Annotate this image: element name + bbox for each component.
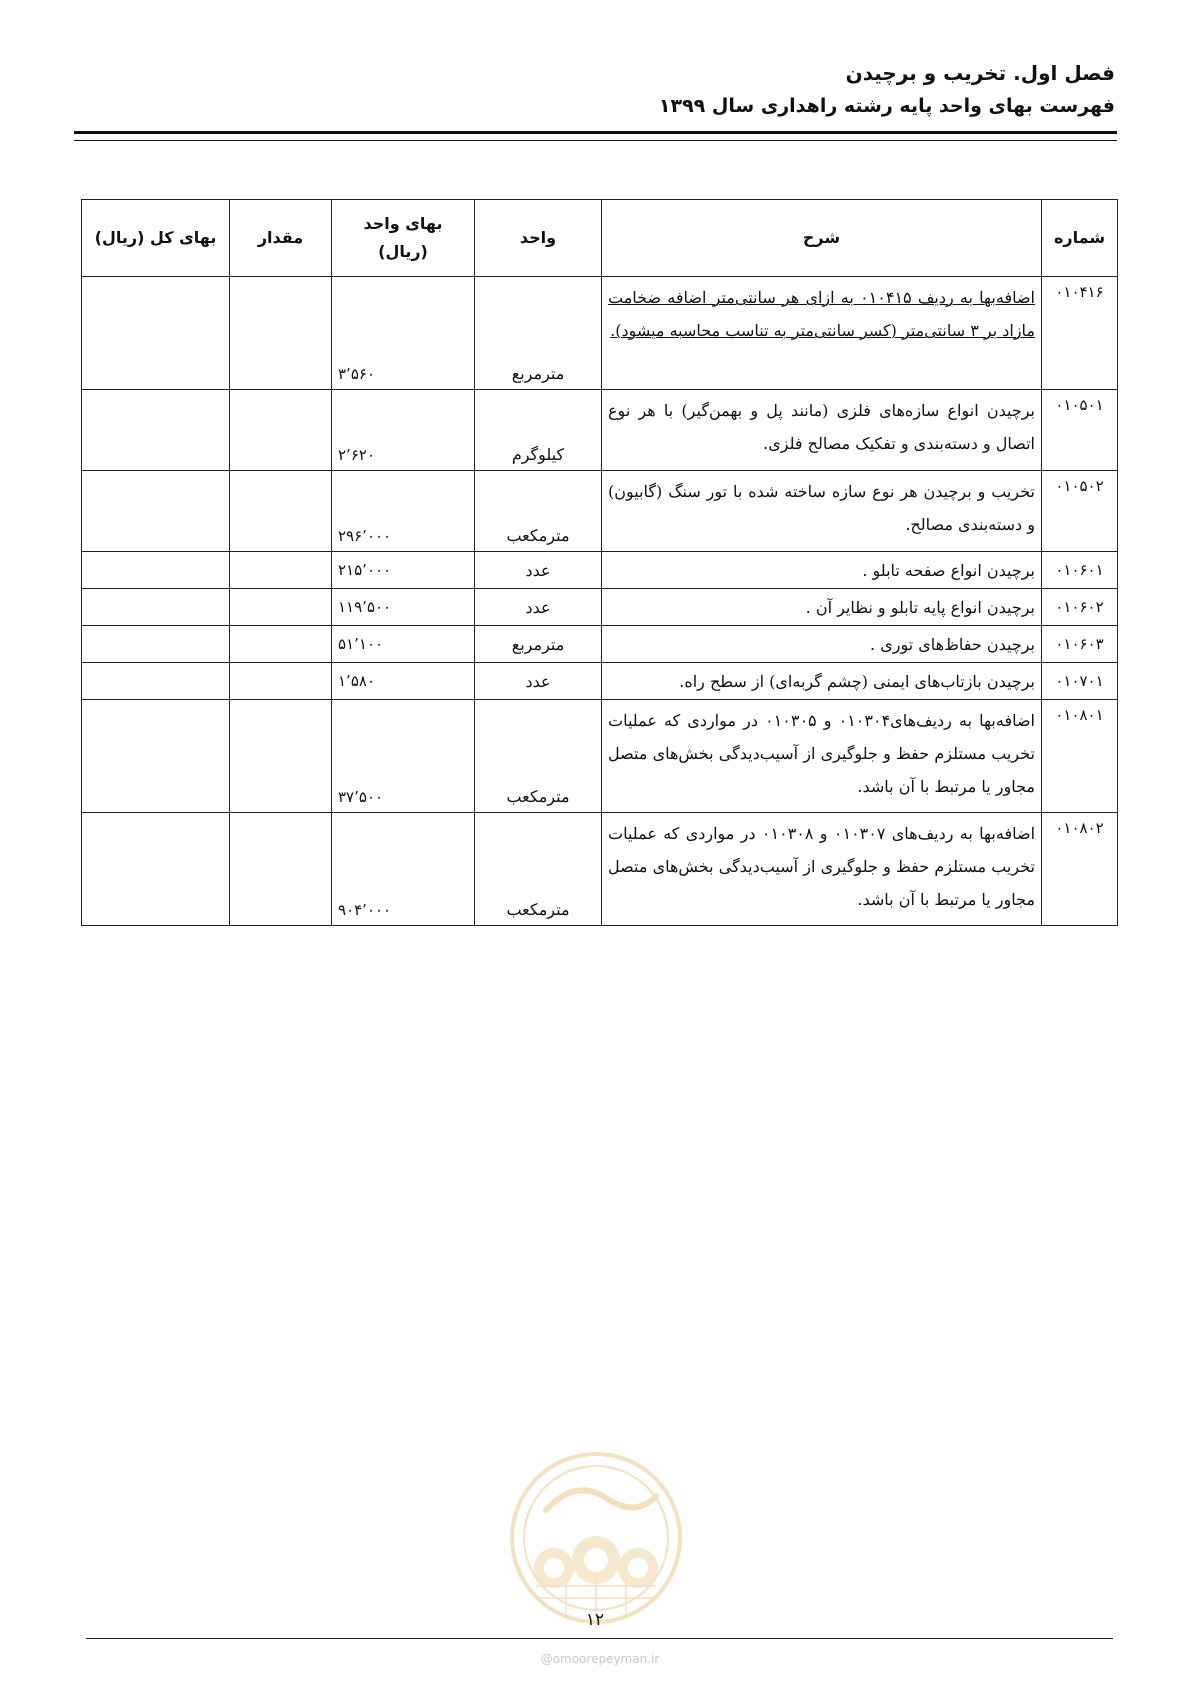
row-quantity xyxy=(230,813,332,926)
row-number: ۰۱۰۷۰۱ xyxy=(1042,663,1118,700)
row-unit: عدد xyxy=(475,663,602,700)
page-header xyxy=(76,56,1115,122)
row-number: ۰۱۰۴۱۶ xyxy=(1042,277,1118,390)
header-unit-price xyxy=(332,200,475,277)
header-number: شماره xyxy=(1042,200,1118,277)
row-unit-price: ۲۱۵٬۰۰۰ xyxy=(332,552,475,589)
row-quantity xyxy=(230,663,332,700)
table-row xyxy=(82,277,1118,390)
row-unit-price: ۵۱٬۱۰۰ xyxy=(332,626,475,663)
row-unit-price: ۲۹۶٬۰۰۰ xyxy=(332,471,475,552)
row-unit-price: ۳٬۵۶۰ xyxy=(332,277,475,390)
row-description: برچیدن انواع سازه‌های فلزی (مانند پل و بهمن‌گیر) با هر نوع اتصال و دسته‌بندی و تفکیک مصالح فلزی. xyxy=(602,390,1042,471)
row-unit: مترمربع xyxy=(475,277,602,390)
row-unit: کیلوگرم xyxy=(475,390,602,471)
row-description: اضافه‌بها به ردیف‌های۰۱۰۳۰۴ و ۰۱۰۳۰۵ در مواردی که عملیات تخریب مستلزم حفظ و جلوگیری از آسیب‌دیدگی بخش‌های متصل مجاور یا مرتبط با آن باشد. xyxy=(602,700,1042,813)
header-divider xyxy=(74,131,1117,141)
header-quantity: مقدار xyxy=(230,200,332,277)
row-total xyxy=(82,663,230,700)
row-quantity xyxy=(230,589,332,626)
row-description: اضافه‌بها به ردیف ۰۱۰۴۱۵ به ازای هر سانتی‌متر اضافه ضخامت مازاد بر ۳ سانتی‌متر (کسر سانتی‌متر به تناسب محاسبه میشود). xyxy=(602,277,1042,390)
site-credit: @omoorepeyman.ir xyxy=(540,1652,660,1666)
table-row xyxy=(82,552,1118,589)
header-unit-price-line2: (ریال) xyxy=(378,242,428,261)
row-total xyxy=(82,552,230,589)
row-total xyxy=(82,471,230,552)
header-description: شرح xyxy=(602,200,1042,277)
row-total xyxy=(82,700,230,813)
table-row xyxy=(82,813,1118,926)
row-description: تخریب و برچیدن هر نوع سازه ساخته شده با تور سنگ (گابیون) و دسته‌بندی مصالح. xyxy=(602,471,1042,552)
row-number: ۰۱۰۸۰۱ xyxy=(1042,700,1118,813)
row-description: برچیدن انواع صفحه تابلو . xyxy=(602,552,1042,589)
header-unit: واحد xyxy=(475,200,602,277)
table-row xyxy=(82,589,1118,626)
page-number: ۱۲ xyxy=(585,1610,605,1630)
row-unit-price: ۱٬۵۸۰ xyxy=(332,663,475,700)
row-description: برچیدن انواع پایه تابلو و نظایر آن . xyxy=(602,589,1042,626)
row-quantity xyxy=(230,626,332,663)
table-row xyxy=(82,471,1118,552)
row-unit: عدد xyxy=(475,589,602,626)
footer-divider xyxy=(86,1638,1113,1639)
header-total-price: بهای کل (ریال) xyxy=(82,200,230,277)
row-unit: مترمربع xyxy=(475,626,602,663)
table-row xyxy=(82,700,1118,813)
list-title: فهرست بهای واحد پایه رشته راهداری سال ۱۳۹۹ xyxy=(658,95,1115,117)
row-quantity xyxy=(230,277,332,390)
row-quantity xyxy=(230,390,332,471)
row-number: ۰۱۰۶۰۲ xyxy=(1042,589,1118,626)
chapter-title: فصل اول. تخریب و برچیدن xyxy=(845,61,1115,85)
row-description: برچیدن حفاظ‌های توری . xyxy=(602,626,1042,663)
row-number: ۰۱۰۶۰۳ xyxy=(1042,626,1118,663)
table-row xyxy=(82,390,1118,471)
omoorepeyman-logo-icon xyxy=(506,1448,686,1628)
table-row xyxy=(82,663,1118,700)
header-unit-price-line1: بهای واحد xyxy=(363,214,443,233)
row-total xyxy=(82,277,230,390)
row-total xyxy=(82,589,230,626)
row-number: ۰۱۰۵۰۱ xyxy=(1042,390,1118,471)
row-total xyxy=(82,813,230,926)
row-total xyxy=(82,626,230,663)
row-total xyxy=(82,390,230,471)
row-number: ۰۱۰۶۰۱ xyxy=(1042,552,1118,589)
table-header-row xyxy=(82,200,1118,277)
row-unit-price: ۳۷٬۵۰۰ xyxy=(332,700,475,813)
table-row xyxy=(82,626,1118,663)
row-unit: مترمکعب xyxy=(475,700,602,813)
row-number: ۰۱۰۸۰۲ xyxy=(1042,813,1118,926)
row-unit: عدد xyxy=(475,552,602,589)
price-list-table xyxy=(81,199,1118,926)
row-unit-price: ۹۰۴٬۰۰۰ xyxy=(332,813,475,926)
row-quantity xyxy=(230,700,332,813)
row-description: برچیدن بازتاب‌های ایمنی (چشم گربه‌ای) از سطح راه. xyxy=(602,663,1042,700)
row-number: ۰۱۰۵۰۲ xyxy=(1042,471,1118,552)
row-unit-price: ۱۱۹٬۵۰۰ xyxy=(332,589,475,626)
row-unit-price: ۲٬۶۲۰ xyxy=(332,390,475,471)
row-unit: مترمکعب xyxy=(475,813,602,926)
row-quantity xyxy=(230,471,332,552)
row-description: اضافه‌بها به ردیف‌های ۰۱۰۳۰۷ و ۰۱۰۳۰۸ در مواردی که عملیات تخریب مستلزم حفظ و جلوگیری از آسیب‌دیدگی بخش‌های متصل مجاور یا مرتبط با آن باشد. xyxy=(602,813,1042,926)
row-quantity xyxy=(230,552,332,589)
row-unit: مترمکعب xyxy=(475,471,602,552)
